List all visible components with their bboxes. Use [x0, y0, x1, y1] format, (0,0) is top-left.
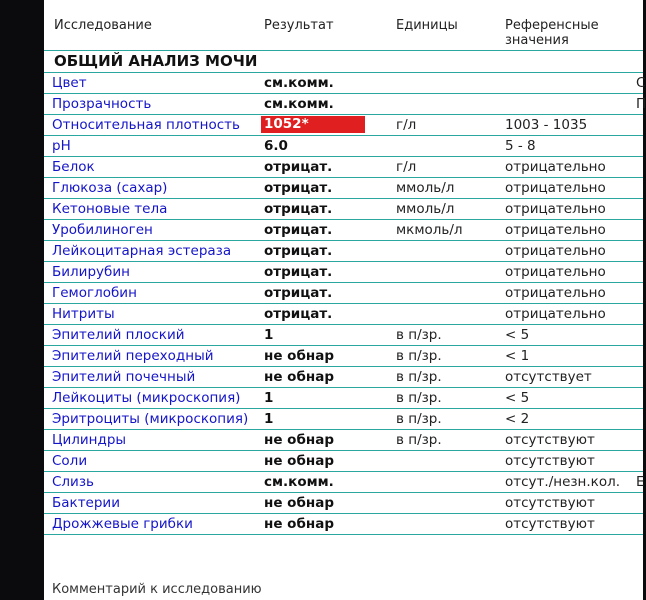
header-study: Исследование	[54, 18, 152, 33]
unit-value: г/л	[396, 117, 417, 133]
comment-value-cut: Е	[636, 474, 645, 490]
result-value: не обнар	[264, 516, 334, 532]
result-value: отрицат.	[264, 285, 333, 301]
analyte-name[interactable]: Эпителий плоский	[52, 327, 185, 343]
analyte-name[interactable]: Гемоглобин	[52, 285, 137, 301]
reference-value: отрицательно	[505, 285, 606, 301]
table-row	[44, 199, 643, 220]
result-value: 1	[264, 390, 274, 406]
analyte-name[interactable]: Цвет	[52, 75, 87, 91]
analyte-name[interactable]: Соли	[52, 453, 88, 469]
result-value: см.комм.	[264, 75, 334, 91]
table-row	[44, 283, 643, 304]
unit-value: в п/зр.	[396, 432, 442, 448]
unit-value: в п/зр.	[396, 411, 442, 427]
reference-value: отсутствуют	[505, 516, 595, 532]
reference-value: отрицательно	[505, 201, 606, 217]
table-row	[44, 451, 643, 472]
result-value: не обнар	[264, 348, 334, 364]
reference-value: < 5	[505, 390, 530, 406]
table-row	[44, 367, 643, 388]
table-row	[44, 346, 643, 367]
table-row	[44, 136, 643, 157]
unit-value: г/л	[396, 159, 417, 175]
analyte-name[interactable]: Прозрачность	[52, 96, 152, 112]
table-row	[44, 325, 643, 346]
table-row	[44, 493, 643, 514]
footer-cut-text: Комментарий к исследованию	[52, 582, 262, 597]
unit-value: в п/зр.	[396, 327, 442, 343]
analyte-name[interactable]: Кетоновые тела	[52, 201, 168, 217]
analyte-name[interactable]: Слизь	[52, 474, 94, 490]
analyte-name[interactable]: Дрожжевые грибки	[52, 516, 193, 532]
results-table	[44, 73, 646, 535]
unit-value: в п/зр.	[396, 369, 442, 385]
analyte-name[interactable]: Лейкоцитарная эстераза	[52, 243, 232, 259]
header-divider	[44, 50, 643, 51]
table-row	[44, 388, 643, 409]
analyte-name[interactable]: pH	[52, 138, 71, 154]
section-title: ОБЩИЙ АНАЛИЗ МОЧИ	[54, 52, 258, 70]
result-value-flagged: 1052*	[261, 116, 365, 133]
result-value: отрицат.	[264, 243, 333, 259]
comment-value-cut: С	[636, 75, 646, 91]
reference-value: < 1	[505, 348, 530, 364]
analyte-name[interactable]: Нитриты	[52, 306, 115, 322]
unit-value: мкмоль/л	[396, 222, 463, 238]
table-row	[44, 430, 643, 451]
header-reference: Референсные значения	[505, 18, 599, 48]
analyte-name[interactable]: Эритроциты (микроскопия)	[52, 411, 249, 427]
table-header	[44, 0, 643, 50]
table-row	[44, 220, 643, 241]
table-row	[44, 73, 646, 94]
unit-value: ммоль/л	[396, 201, 455, 217]
unit-value: в п/зр.	[396, 390, 442, 406]
lab-report-sheet	[44, 0, 646, 600]
header-units: Единицы	[396, 18, 458, 33]
reference-value: отрицательно	[505, 243, 606, 259]
unit-value: в п/зр.	[396, 348, 442, 364]
reference-value: отрицательно	[505, 264, 606, 280]
result-value: отрицат.	[264, 180, 333, 196]
header-result: Результат	[264, 18, 334, 33]
table-row	[44, 262, 643, 283]
table-row	[44, 94, 646, 115]
result-value: не обнар	[264, 369, 334, 385]
reference-value: отрицательно	[505, 159, 606, 175]
table-row	[44, 514, 643, 535]
analyte-name[interactable]: Цилиндры	[52, 432, 127, 448]
table-row	[44, 472, 643, 493]
result-value: 1	[264, 411, 274, 427]
result-value: отрицат.	[264, 264, 333, 280]
table-row	[44, 157, 643, 178]
result-value: не обнар	[264, 495, 334, 511]
reference-value: < 2	[505, 411, 530, 427]
result-value: см.комм.	[264, 474, 334, 490]
analyte-name[interactable]: Эпителий переходный	[52, 348, 214, 364]
table-row	[44, 115, 643, 136]
analyte-name[interactable]: Билирубин	[52, 264, 130, 280]
reference-value: отсутствуют	[505, 495, 595, 511]
reference-value: отрицательно	[505, 180, 606, 196]
result-value: не обнар	[264, 432, 334, 448]
reference-value: 5 - 8	[505, 138, 536, 154]
reference-value: 1003 - 1035	[505, 117, 588, 133]
result-value: не обнар	[264, 453, 334, 469]
table-row	[44, 178, 643, 199]
result-value: отрицат.	[264, 201, 333, 217]
reference-value: отрицательно	[505, 306, 606, 322]
analyte-name[interactable]: Белок	[52, 159, 95, 175]
analyte-name[interactable]: Относительная плотность	[52, 117, 240, 133]
result-value: отрицат.	[264, 222, 333, 238]
result-value: отрицат.	[264, 159, 333, 175]
analyte-name[interactable]: Лейкоциты (микроскопия)	[52, 390, 241, 406]
reference-value: отсут./незн.кол.	[505, 474, 621, 490]
analyte-name[interactable]: Бактерии	[52, 495, 120, 511]
reference-value: отсутствуют	[505, 453, 595, 469]
result-value: 6.0	[264, 138, 288, 154]
table-row	[44, 241, 643, 262]
table-row	[44, 304, 643, 325]
table-row	[44, 409, 643, 430]
result-value: отрицат.	[264, 306, 333, 322]
result-value: 1	[264, 327, 274, 343]
result-value: см.комм.	[264, 96, 334, 112]
analyte-name[interactable]: Глюкоза (сахар)	[52, 180, 168, 196]
analyte-name[interactable]: Уробилиноген	[52, 222, 153, 238]
comment-value-cut: П	[636, 96, 646, 112]
reference-value: отрицательно	[505, 222, 606, 238]
reference-value: отсутствует	[505, 369, 592, 385]
unit-value: ммоль/л	[396, 180, 455, 196]
reference-value: отсутствуют	[505, 432, 595, 448]
reference-value: < 5	[505, 327, 530, 343]
analyte-name[interactable]: Эпителий почечный	[52, 369, 196, 385]
